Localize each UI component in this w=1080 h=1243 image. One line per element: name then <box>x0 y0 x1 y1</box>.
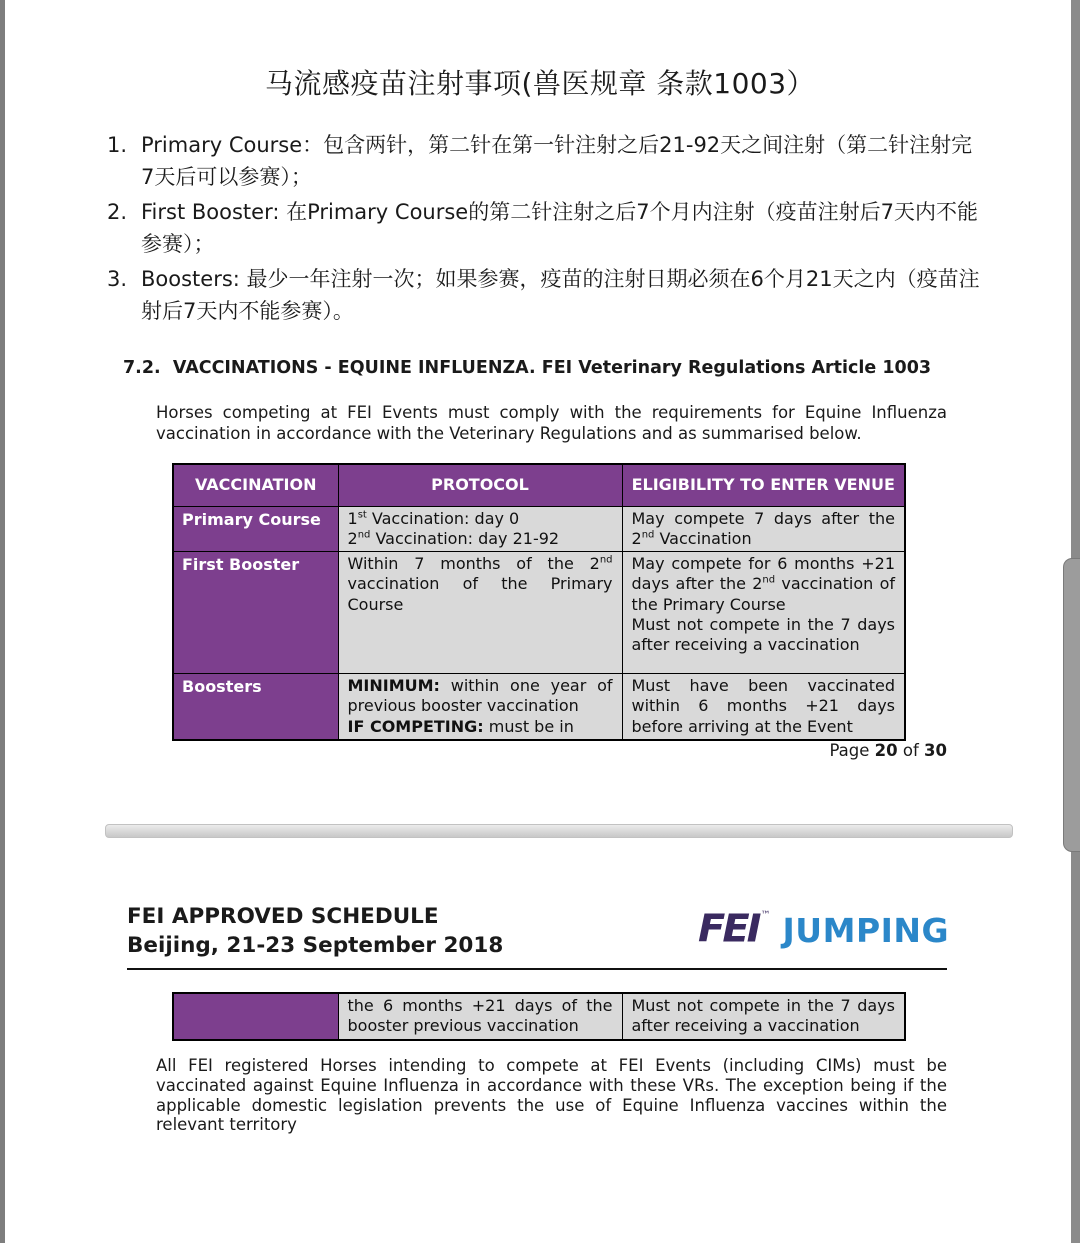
table-header-eligibility: ELIGIBILITY TO ENTER VENUE <box>622 464 905 506</box>
eligibility-text-1: May compete for 6 months +21 days after the 2nd vaccination of the Primary Course <box>631 554 896 614</box>
protocol-if-competing: IF COMPETING: must be in <box>347 716 574 736</box>
current-page-number: 20 <box>874 741 898 760</box>
eligibility-text-2: Must not compete in the 7 days after receiving a vaccination <box>631 615 895 655</box>
cell-boosters-eligibility: Must have been vaccinated within 6 months +21 days before arriving at the Event <box>622 674 905 740</box>
footer-paragraph: All FEI registered Horses intending to compete at FEI Events (including CIMs) must be vaccinated against Equine Influenza in accordance with these VRs. The exception being if the applicable domestic legislation prevents the use of Equine Influenza vaccines within the relevant territory <box>156 1056 947 1135</box>
cell-first-booster-protocol <box>338 552 622 674</box>
cell-continued-eligibility: Must not compete in the 7 days after receiving a vaccination <box>622 993 905 1040</box>
list-number: 3. <box>107 267 128 291</box>
schedule-header-line2: Beijing, 21-23 September 2018 <box>127 932 504 958</box>
list-item-primary-course <box>107 130 985 193</box>
vaccination-table-continued <box>172 992 906 1041</box>
row-label-first-booster: First Booster <box>173 552 338 674</box>
table-header-vaccination: VACCINATION <box>173 464 338 506</box>
cell-primary-course-eligibility <box>622 506 905 552</box>
section-heading: 7.2. VACCINATIONS - EQUINE INFLUENZA. FEI Veterinary Regulations Article 1003 <box>123 358 932 378</box>
scrollbar-thumb[interactable] <box>1063 558 1080 852</box>
cell-continued-protocol: the 6 months +21 days of the booster previous vaccination <box>338 993 622 1040</box>
row-label-primary-course: Primary Course <box>173 506 338 552</box>
document-title: 马流感疫苗注射事项(兽医规章 条款1003） <box>264 67 816 100</box>
list-item-first-booster <box>107 197 985 260</box>
list-number: 2. <box>107 200 128 224</box>
schedule-header <box>127 903 503 960</box>
total-page-number: 30 <box>924 741 947 760</box>
protocol-minimum: MINIMUM: within one year of previous booster vaccination <box>347 676 613 716</box>
list-item-boosters <box>107 264 985 327</box>
fei-logo-icon: FEI <box>698 907 759 951</box>
cell-primary-course-protocol <box>338 506 622 552</box>
fei-jumping-logo <box>698 906 948 952</box>
row-label-boosters: Boosters <box>173 674 338 740</box>
row-label-empty <box>173 993 338 1040</box>
vaccination-table <box>172 463 906 741</box>
list-item-text: Primary Course：包含两针，第二针在第一针注射之后21-92天之间注射（第二针注射完7天后可以参赛）； <box>141 133 973 189</box>
eligibility-text: May compete 7 days after the 2nd Vaccination <box>631 508 895 548</box>
protocol-line-2: 2nd Vaccination: day 21-92 <box>347 528 560 548</box>
jumping-wordmark: JUMPING <box>782 911 950 950</box>
schedule-header-line1: FEI APPROVED SCHEDULE <box>127 904 439 929</box>
trademark-symbol: ™ <box>760 910 771 921</box>
list-number: 1. <box>107 133 128 157</box>
list-item-text: First Booster: 在Primary Course的第二针注射之后7个月内注射（疫苗注射后7天内不能参赛）； <box>141 200 978 256</box>
protocol-line-1: 1st Vaccination: day 0 <box>347 508 520 528</box>
numbered-list <box>107 130 985 331</box>
header-divider-line <box>127 968 947 970</box>
cell-first-booster-eligibility <box>622 552 905 674</box>
table-header-protocol: PROTOCOL <box>338 464 622 506</box>
list-item-text: Boosters: 最少一年注射一次；如果参赛，疫苗的注射日期必须在6个月21天之内（疫苗注射后7天内不能参赛）。 <box>141 267 980 323</box>
cell-boosters-protocol <box>338 674 622 740</box>
intro-paragraph: Horses competing at FEI Events must comply with the requirements for Equine Influenza vaccination in accordance with the Veterinary Regulations and as summarised below. <box>156 403 947 444</box>
page-number-label: Page 20 of 30 <box>829 741 947 760</box>
protocol-text: Within 7 months of the 2nd vaccination of the Primary Course <box>347 554 613 614</box>
page-left-edge-strip <box>0 0 5 1243</box>
page-break-separator <box>105 824 1013 838</box>
